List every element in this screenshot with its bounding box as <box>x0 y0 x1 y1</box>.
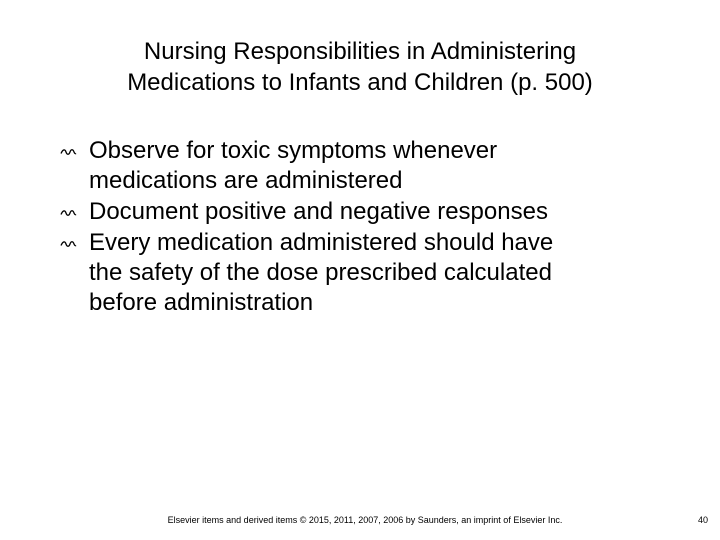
wave-bullet-icon <box>60 148 77 156</box>
bullet-item-3 <box>60 228 660 318</box>
slide-title-line-2: Medications to Infants and Children (p. 500) <box>127 69 593 96</box>
slide-title <box>60 36 660 98</box>
wave-bullet-icon <box>60 209 77 217</box>
wave-bullet-icon <box>60 240 77 248</box>
slide-title-line-1: Nursing Responsibilities in Administering <box>143 38 577 65</box>
bullet-1-line-1: Observe for toxic symptoms whenever <box>89 137 498 164</box>
bullet-list <box>60 136 660 319</box>
bullet-item-2 <box>60 197 660 227</box>
bullet-item-1 <box>60 136 660 196</box>
bullet-2-line-1: Document positive and negative responses <box>89 198 548 225</box>
bullet-3-line-3: before administration <box>89 289 314 316</box>
bullet-1-line-2: medications are administered <box>89 167 403 194</box>
bullet-3-line-1: Every medication administered should have <box>89 229 554 256</box>
page-number: 40 <box>697 515 708 525</box>
copyright-footer: Elsevier items and derived items © 2015, 2011, 2007, 2006 by Saunders, an imprint of Elsevier Inc. <box>167 515 563 525</box>
bullet-3-line-2: the safety of the dose prescribed calculated <box>89 259 552 286</box>
